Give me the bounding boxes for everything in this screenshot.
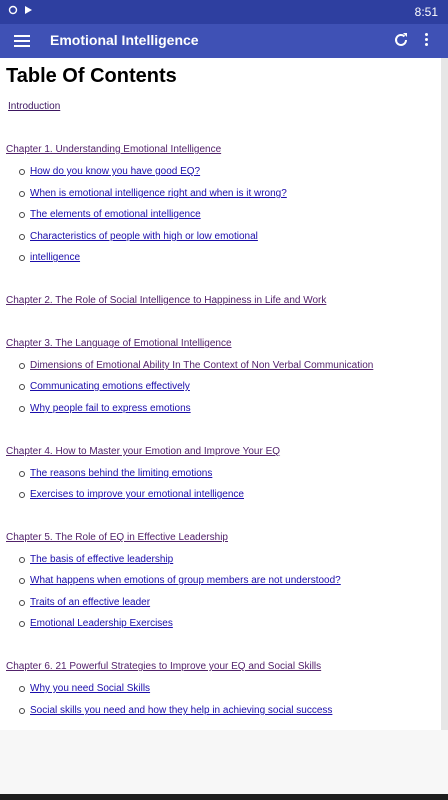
chapter-6-item-2[interactable]: Social skills you need and how they help in achieving social success — [30, 705, 333, 716]
chapter-4-link[interactable]: Chapter 4. How to Master your Emotion and Improve Your EQ — [6, 446, 281, 457]
chapter-3-item-1[interactable]: Dimensions of Emotional Ability In The Context of Non Verbal Communication — [30, 360, 374, 371]
chapter-4-item-2[interactable]: Exercises to improve your emotional intelligence — [30, 489, 244, 500]
bottom-strip — [0, 794, 448, 800]
toc-content — [0, 58, 441, 730]
chapter-1-item-3[interactable]: The elements of emotional intelligence — [30, 209, 201, 220]
bullet — [19, 384, 25, 390]
sync-icon — [8, 5, 18, 15]
bullet — [19, 471, 25, 477]
chapter-5-item-2[interactable]: What happens when emotions of group members are not understood? — [30, 575, 341, 586]
bullet — [19, 406, 25, 412]
app-bar — [0, 24, 448, 58]
bottom-area — [0, 730, 448, 794]
bullet — [19, 686, 25, 692]
chapter-5-link[interactable]: Chapter 5. The Role of EQ in Effective Leadership — [6, 532, 228, 543]
menu-icon[interactable] — [14, 33, 30, 49]
status-time: 8:51 — [414, 5, 438, 19]
bullet — [19, 191, 25, 197]
play-store-icon — [23, 5, 33, 15]
scrollbar[interactable] — [441, 58, 448, 730]
status-bar — [0, 0, 448, 24]
app-title: Emotional Intelligence — [50, 32, 199, 48]
chapter-1-item-5[interactable]: intelligence — [30, 252, 81, 263]
bullet — [19, 708, 25, 714]
bullet — [19, 557, 25, 563]
bullet — [19, 234, 25, 240]
refresh-icon[interactable] — [392, 31, 410, 49]
chapter-4-item-1[interactable]: The reasons behind the limiting emotions — [30, 468, 213, 479]
bullet — [19, 600, 25, 606]
chapter-1-item-1[interactable]: How do you know you have good EQ? — [30, 166, 201, 177]
status-icons — [8, 5, 33, 15]
more-options-icon[interactable] — [422, 31, 430, 49]
chapter-3-item-2[interactable]: Communicating emotions effectively — [30, 381, 190, 392]
chapter-1-item-4[interactable]: Characteristics of people with high or low emotional — [30, 231, 258, 242]
bullet — [19, 212, 25, 218]
chapter-5-item-1[interactable]: The basis of effective leadership — [30, 554, 174, 565]
bullet — [19, 169, 25, 175]
chapter-1-link[interactable]: Chapter 1. Understanding Emotional Intelligence — [6, 144, 222, 155]
bullet — [19, 621, 25, 627]
bullet — [19, 578, 25, 584]
bullet — [19, 255, 25, 261]
chapter-6-item-1[interactable]: Why you need Social Skills — [30, 683, 151, 694]
page-title: Table Of Contents — [6, 65, 177, 87]
chapter-3-link[interactable]: Chapter 3. The Language of Emotional Intelligence — [6, 338, 232, 349]
chapter-1-item-2[interactable]: When is emotional intelligence right and when is it wrong? — [30, 188, 287, 199]
chapter-3-item-3[interactable]: Why people fail to express emotions — [30, 403, 191, 414]
chapter-5-item-3[interactable]: Traits of an effective leader — [30, 597, 151, 608]
intro-link[interactable]: Introduction — [8, 101, 61, 112]
chapter-2-link[interactable]: Chapter 2. The Role of Social Intelligence to Happiness in Life and Work — [6, 295, 327, 306]
chapter-6-link[interactable]: Chapter 6. 21 Powerful Strategies to Improve your EQ and Social Skills — [6, 661, 322, 672]
bullet — [19, 363, 25, 369]
bullet — [19, 492, 25, 498]
chapter-5-item-4[interactable]: Emotional Leadership Exercises — [30, 618, 173, 629]
